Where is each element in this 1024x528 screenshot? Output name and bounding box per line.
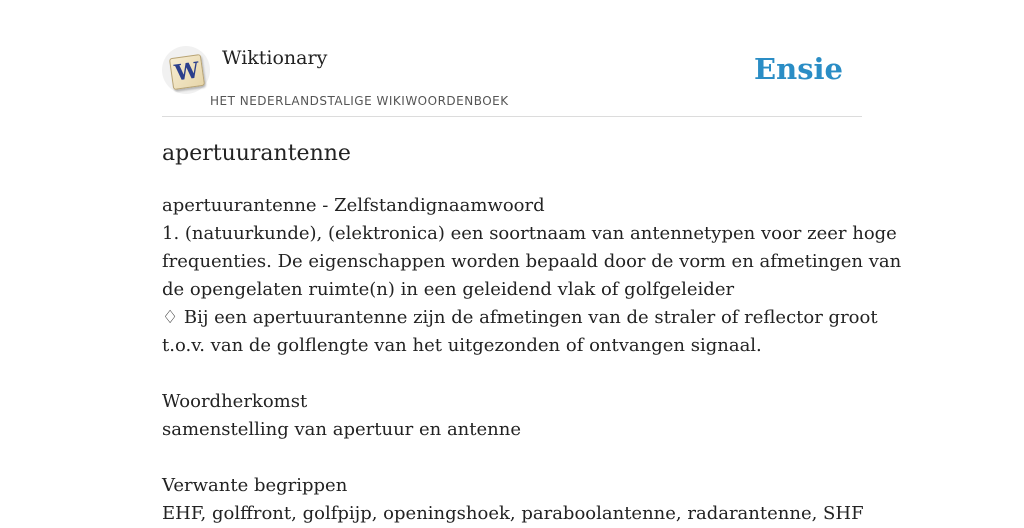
related-terms: EHF, golffront, golfpijp, openingshoek, paraboolantenne, radarantenne, SHF (162, 503, 864, 524)
site-name[interactable]: Wiktionary (222, 47, 328, 69)
entry-body (162, 192, 902, 528)
page-container (162, 0, 902, 524)
definition-line: de opengelaten ruimte(n) in een geleidend vlak of golfgeleider (162, 279, 735, 300)
site-tagline: HET NEDERLANDSTALIGE WIKIWOORDENBOEK (210, 94, 509, 108)
page-title: apertuurantenne (162, 141, 351, 166)
wiktionary-logo-icon[interactable] (162, 46, 210, 94)
logo-letter: W (172, 57, 202, 87)
ensie-brand-link[interactable]: Ensie (754, 52, 843, 86)
spacer (162, 360, 862, 388)
related-heading: Verwante begrippen (162, 475, 348, 496)
definition-line: frequenties. De eigenschappen worden bepaald door de vorm en afmetingen van (162, 251, 902, 272)
example-line: t.o.v. van de golflengte van het uitgezonden of ontvangen signaal. (162, 335, 762, 356)
definition-line: 1. (natuurkunde), (elektronica) een soortnaam van antennetypen voor zeer hoge (162, 223, 897, 244)
site-header (162, 0, 862, 117)
logo-tile (169, 54, 205, 90)
etymology-text: samenstelling van apertuur en antenne (162, 419, 521, 440)
etymology-heading: Woordherkomst (162, 391, 308, 412)
example-line: ♢ Bij een apertuurantenne zijn de afmetingen van de straler of reflector groot (162, 307, 878, 328)
spacer (162, 444, 862, 472)
entry-heading-line: apertuurantenne - Zelfstandignaamwoord (162, 195, 545, 216)
